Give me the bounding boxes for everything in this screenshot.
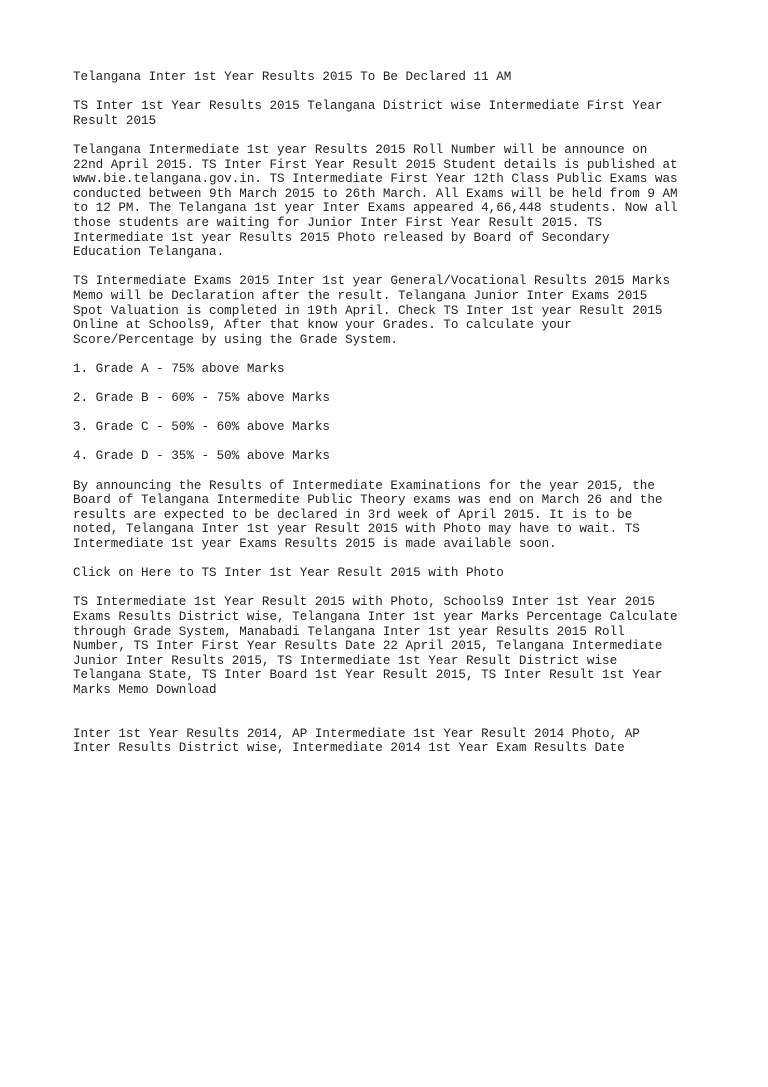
- document-title: [73, 70, 713, 85]
- text-line: Exams Results District wise, Telangana Inter 1st year Marks Percentage Calculate: [73, 609, 678, 624]
- text-line: Result 2015: [73, 113, 157, 128]
- text-line: Score/Percentage by using the Grade System.: [73, 332, 398, 347]
- text-line: Inter Results District wise, Intermediate 2014 1st Year Exam Results Date: [73, 741, 625, 756]
- text-line: Junior Inter Results 2015, TS Intermediate 1st Year Result District wise: [73, 653, 618, 668]
- text-line: conducted between 9th March 2015 to 26th March. All Exams will be held from 9 AM: [73, 186, 678, 201]
- text-line: noted, Telangana Inter 1st year Result 2015 with Photo may have to wait. TS: [73, 522, 640, 537]
- text-line: 22nd April 2015. TS Inter First Year Result 2015 Student details is published at: [73, 157, 678, 172]
- text-line: Spot Valuation is completed in 19th April. Check TS Inter 1st year Result 2015: [73, 303, 663, 318]
- text-line: By announcing the Results of Intermediate Examinations for the year 2015, the: [73, 478, 655, 493]
- text-line: TS Intermediate 1st Year Result 2015 with Photo, Schools9 Inter 1st Year 2015: [73, 595, 655, 610]
- text-line: Memo will be Declaration after the result. Telangana Junior Inter Exams 2015: [73, 288, 648, 303]
- click-here-line: [73, 566, 713, 581]
- intro-paragraph: [73, 143, 713, 260]
- text-line: Inter 1st Year Results 2014, AP Intermediate 1st Year Result 2014 Photo, AP: [73, 726, 640, 741]
- grade-c-text: 3. Grade C - 50% - 60% above Marks: [73, 420, 330, 435]
- text-line: Marks Memo Download: [73, 682, 217, 697]
- grade-list-item: [73, 420, 713, 435]
- text-line: Intermediate 1st year Exams Results 2015 is made available soon.: [73, 537, 557, 551]
- text-line: TS Inter 1st Year Results 2015 Telangana District wise Intermediate First Year: [73, 99, 663, 114]
- text-line: to 12 PM. The Telangana 1st year Inter Exams appeared 4,66,448 students. Now all: [73, 201, 678, 216]
- text-line: through Grade System, Manabadi Telangana Inter 1st year Results 2015 Roll: [73, 624, 625, 639]
- text-line: Board of Telangana Intermedite Public Theory exams was end on March 26 and the: [73, 493, 663, 508]
- text-line: www.bie.telangana.gov.in. TS Intermediate First Year 12th Class Public Exams was: [73, 172, 678, 187]
- text-line: Education Telangana.: [73, 245, 225, 260]
- text-line: Number, TS Inter First Year Results Date 22 April 2015, Telangana Intermediate: [73, 639, 663, 654]
- grade-list-item: [73, 362, 713, 377]
- keywords-paragraph: [73, 595, 713, 697]
- grade-list-item: [73, 391, 713, 406]
- text-line: Online at Schools9, After that know your Grades. To calculate your: [73, 318, 572, 333]
- text-line: Intermediate 1st year Results 2015 Photo released by Board of Secondary: [73, 230, 610, 245]
- text-line: Telangana Inter 1st Year Results 2015 To Be Declared 11 AM: [73, 70, 512, 84]
- document-subtitle: [73, 99, 713, 128]
- grade-d-text: 4. Grade D - 35% - 50% above Marks: [73, 449, 330, 464]
- marks-memo-paragraph: [73, 274, 713, 347]
- related-results-paragraph: [73, 727, 713, 756]
- grade-a-text: 1. Grade A - 75% above Marks: [73, 361, 285, 376]
- text-line: results are expected to be declared in 3rd week of April 2015. It is to be: [73, 507, 633, 522]
- text-line: TS Intermediate Exams 2015 Inter 1st year General/Vocational Results 2015 Marks: [73, 274, 671, 289]
- text-line: Click on Here to TS Inter 1st Year Result 2015 with Photo: [73, 566, 504, 581]
- grade-b-text: 2. Grade B - 60% - 75% above Marks: [73, 391, 330, 406]
- grade-list-item: [73, 449, 713, 464]
- text-line: Telangana State, TS Inter Board 1st Year Result 2015, TS Inter Result 1st Year: [73, 668, 663, 683]
- text-line: those students are waiting for Junior Inter First Year Result 2015. TS: [73, 215, 603, 230]
- document-page: [73, 70, 713, 770]
- text-line: Telangana Intermediate 1st year Results 2015 Roll Number will be announce on: [73, 142, 648, 157]
- announcement-paragraph: [73, 479, 713, 552]
